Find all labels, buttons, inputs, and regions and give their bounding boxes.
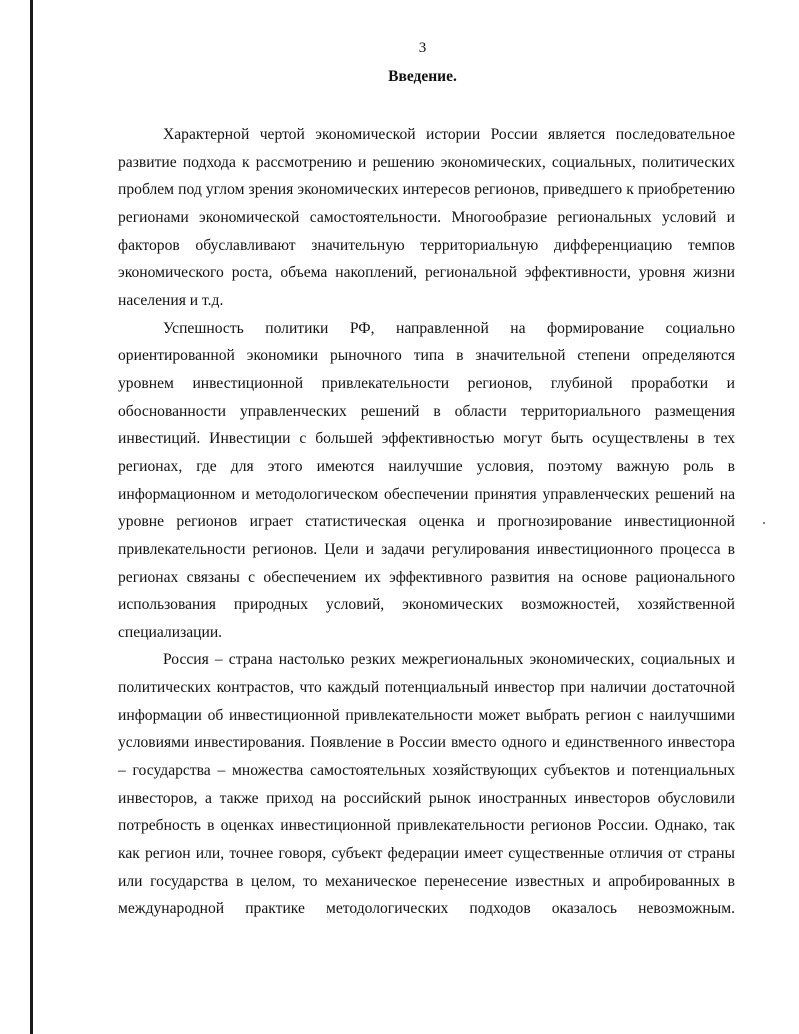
page-number: 3 bbox=[418, 40, 427, 56]
body-text bbox=[118, 121, 735, 923]
scan-speck bbox=[763, 522, 765, 524]
paragraph-1: Характерной чертой экономической истории России является последовательное развитие подхода к рассмотрению и решению экономических, социальных, политических проблем под углом зрения экономических интересов регионов, приведшего к приобретению регионами экономической самостоятельности. Многообразие региональных условий и факторов обуславливают значительную территориальную дифференциацию темпов экономического роста, объема накоплений, региональной эффективности, уровня жизни населения и т.д. bbox=[118, 126, 735, 309]
paragraph-2: Успешность политики РФ, направленной на формирование социально ориентированной экономики рыночного типа в значительной степени определяются уровнем инвестиционной привлекательности регионов, глубиной проработки и обоснованности управленческих решений в области территориального размещения инвестиций. Инвестиции с большей эффективностью могут быть осуществлены в тех регионах, где для этого имеются наилучшие условия, поэтому важную роль в информационном и методологическом обеспечении принятия управленческих решений на уровне регионов играет статистическая оценка и прогнозирование инвестиционной привлекательности регионов. Цели и задачи регулирования инвестиционного процесса в регионах связаны с обеспечением их эффективного развития на основе рационального использования природных условий, экономических возможностей, хозяйственной специализации. bbox=[118, 319, 735, 641]
paragraph-3: Россия – страна настолько резких межрегиональных экономических, социальных и политических контрастов, что каждый потенциальный инвестор при наличии достаточной информации об инвестиционной привлекательности может выбрать регион с наилучшими условиями инвестирования. Появление в России вместо одного и единственного инвестора – государства – множества самостоятельных хозяйствующих субъектов и потенциальных инвесторов, а также приход на российский рынок иностранных инвесторов обусловили потребность в оценках инвестиционной привлекательности регионов России. Однако, так как регион или, точнее говоря, субъект федерации имеет существенные отличия от страны или государства в целом, то механическое перенесение известных и апробированных в международной практике методологических подходов оказалось невозможным. bbox=[118, 651, 735, 918]
scan-border-line bbox=[30, 0, 33, 1034]
section-heading: Введение. bbox=[388, 68, 457, 85]
